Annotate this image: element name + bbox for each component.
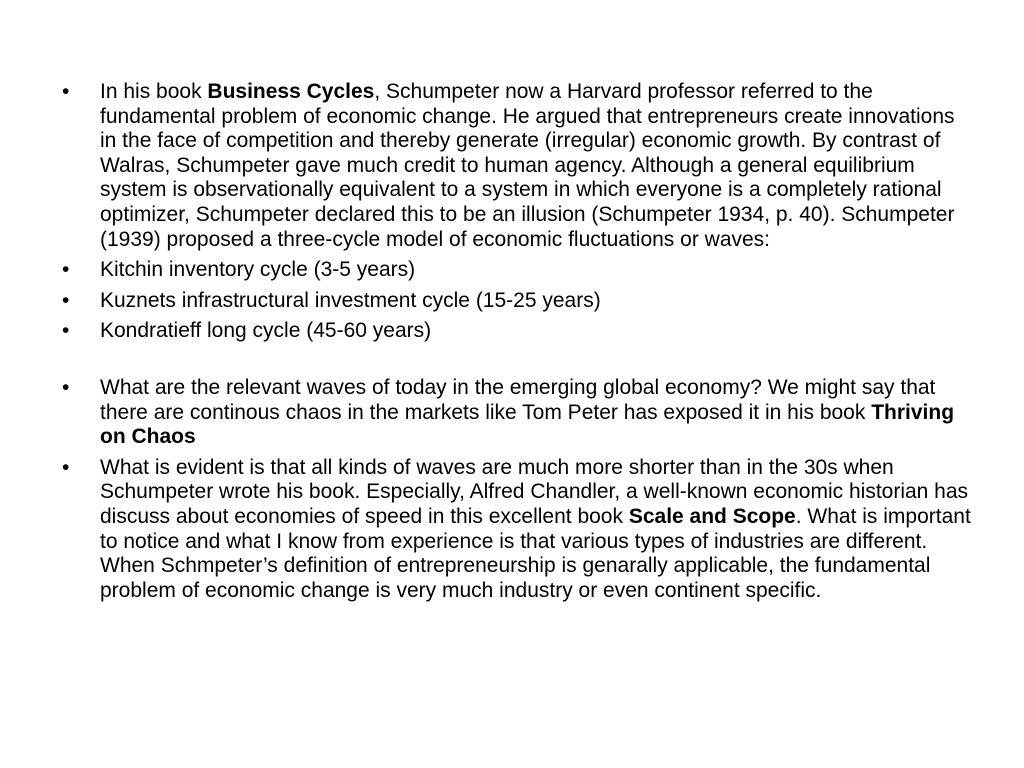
bullet-kuznets-cycle xyxy=(62,289,972,314)
bullet-text xyxy=(100,456,971,602)
bullet-text xyxy=(100,376,954,448)
book-title-scale-and-scope: Scale and Scope xyxy=(628,504,796,528)
bullet-list xyxy=(62,80,972,609)
bullet-kondratieff-cycle xyxy=(62,319,972,344)
bullet-text xyxy=(100,80,955,251)
text-segment: . What is important to notice and what I know from experience is that various types of industries are different. When Schmpeter’s definition of entrepreneurship is genarally applicable, the fundamental problem of economic change is very much industry or even continent specific. xyxy=(100,504,971,602)
bullet-text: Kitchin inventory cycle (3-5 years) xyxy=(100,258,416,282)
bullet-dot: • xyxy=(62,258,70,282)
bullet-dot: • xyxy=(62,455,70,479)
book-title-business-cycles: Business Cycles xyxy=(207,80,375,103)
book-title-thriving-on-chaos: Thriving on Chaos xyxy=(100,400,955,449)
text-segment: , Schumpeter now a Harvard professor referred to the fundamental problem of economic change. He argued that entrepreneurs create innovations in the face of competition and thereby generate (irregular) economic growth. By contrast of Walras, Schumpeter gave much credit to human agency. Although a general equilibrium system is observationally equivalent to a system in which everyone is a completely rational optimizer, Schumpeter declared this to be an illusion (Schumpeter 1934, p. 40). Schumpeter (1939) proposed a three-cycle model of economic fluctuations or waves: xyxy=(100,80,955,251)
bullet-text: Kuznets infrastructural investment cycle (15-25 years) xyxy=(100,288,601,312)
bullet-dot: • xyxy=(62,288,70,312)
bullet-relevant-waves xyxy=(62,376,972,450)
bullet-text: Kondratieff long cycle (45-60 years) xyxy=(100,319,432,343)
bullet-dot: • xyxy=(62,375,70,399)
bullet-kitchin-cycle xyxy=(62,258,972,283)
text-segment: What is evident is that all kinds of waves are much more shorter than in the 30s when Schumpeter wrote his book. Especially, Alfred Chandler, a well-known economic historian has discuss about economies of speed in this excellent book xyxy=(100,455,969,528)
bullet-business-cycles xyxy=(62,80,972,252)
text-segment: What are the relevant waves of today in the emerging global economy? We might say that there are continous chaos in the markets like Tom Peter has exposed it in his book xyxy=(100,375,936,424)
bullet-waves-shorter xyxy=(62,456,972,604)
text-segment: In his book xyxy=(100,80,208,103)
bullet-dot: • xyxy=(62,80,70,103)
bullet-dot: • xyxy=(62,319,70,343)
